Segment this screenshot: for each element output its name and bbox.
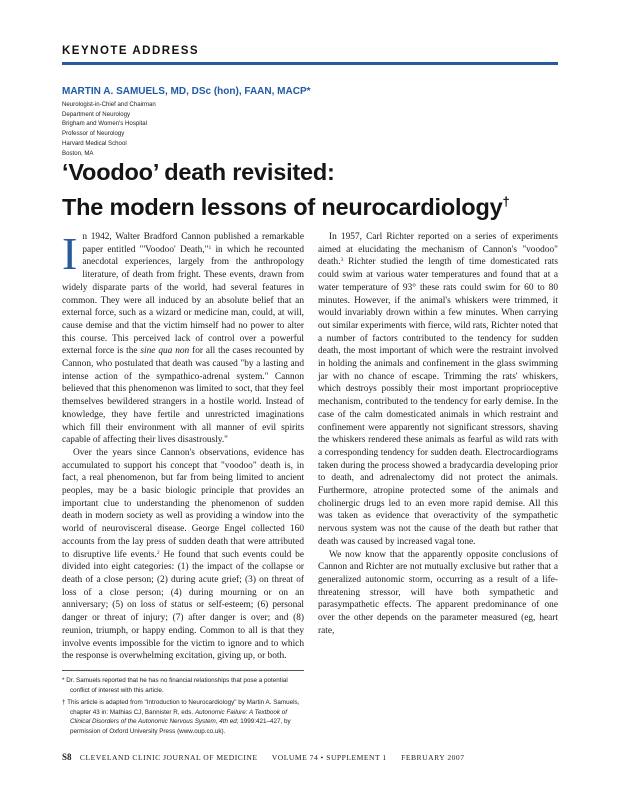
page-footer: [62, 752, 465, 762]
journal-volume: VOLUME 74 • SUPPLEMENT 1: [271, 753, 387, 762]
affiliation-line: Neurologist-in-Chief and Chairman: [62, 101, 156, 108]
title-dagger: †: [502, 194, 510, 209]
body-column-left: [62, 228, 304, 663]
affiliation-line: Harvard Medical School: [62, 139, 127, 147]
footnote-divider: [62, 670, 304, 671]
paragraph-4: We now know that the apparently opposite conclusions of Cannon and Richter are not mutually exclusive but rather that a generalized autonomic storm, occurring as a result of a life-threatening stressor, will have both sympathetic and parasympathetic effects. The apparent predominance of one over the other depends on the parameter measured (eg, heart rate,: [318, 549, 558, 636]
section-divider: [62, 62, 558, 65]
footnote-source: † This article is adapted from "Introduction to Neurocardiology" by Martin A. Samuels, chapter 43 in: Mathias CJ, Bannister R, eds. Autonomic Failure: A Textbook of Clinical Disorders of the Autonomic Nervous System, 4th ed; 1999:421–427, by permission of Oxford University Press (www.oup.co.uk).: [62, 699, 300, 735]
section-label: KEYNOTE ADDRESS: [62, 45, 200, 57]
paragraph-2: Over the years since Cannon's observations, evidence has accumulated to support his concept that "voodoo" death is, in fact, a real phenomenon, but far from being limited to ancient peoples, may be a basic biologic principle that provides an important clue to understanding the phenomenon of sudden death in modern society as well as providing a window into the world of neurovisceral disease. George Engel collected 160 accounts from the lay press of sudden death that were attributed to disruptive life events.$^2$ He found that such events could be divided into eight categories: (1) the impact of the collapse or death of a close person; (2) during acute grief; (3) on threat of loss of a close person; (4) during mourning or on an anniversary; (5) on loss of status or self-esteem; (6) personal danger or threat of injury; (7) after danger is over; and (8) reunion, triumph, or happy ending. Common to all is that they involve events impossible for the victim to ignore and to which the response is overwhelming excitation, giving up, or both.: [62, 447, 304, 662]
reference-mark: 2: [156, 549, 160, 556]
paragraph-3: In 1957, Carl Richter reported on a series of experiments aimed at elucidating the mechanism of Cannon's "voodoo" death.$^3$ Richter studied the length of time domesticated rats could swim at various water temperatures and found that at a water temperature of 93° these rats could swim for 60 to 80 minutes. However, if the animal's whiskers were trimmed, it would invariably drown within a few minutes. When carrying out similar experiments with fierce, wild rats, Richter noted that a number of factors contributed to the tendency for sudden death, the most important of which were the restraint involved in holding the animals and confinement in the glass swimming jar with no chance of escape. Trimming the rats' whiskers, which destroys possibly their most important proprioceptive mechanism, contributed to the tendency for early demise. In the case of the calm domesticated animals in which restraint and confinement were apparently not significant stressors, shaving the whiskers rendered these animals as fearful as wild rats with a corresponding tendency for sudden death. Electrocardiograms taken during the process showed a bradycardia developing prior to death, and adrenalectomy did not protect the animals. Furthermore, atropine protected some of the animals and cholinergic drugs led to an even more rapid demise. All this was taken as evidence that overactivity of the sympathetic nervous system was not the cause of the death but rather that death was caused by increased vagal tone.: [318, 232, 558, 547]
publication-date: FEBRUARY 2007: [401, 753, 465, 762]
body-column-right: [318, 231, 558, 638]
affiliation-line: Brigham and Women's Hospital: [62, 120, 148, 128]
author-affiliation: [62, 100, 156, 158]
article-title: [62, 158, 510, 222]
journal-name: CLEVELAND CLINIC JOURNAL OF MEDICINE: [79, 753, 258, 762]
page-number: S8: [62, 752, 72, 762]
affiliation-line: Boston, MA: [62, 149, 94, 157]
reference-mark: 3: [340, 257, 344, 264]
footnotes: [62, 676, 304, 740]
author-name: MARTIN A. SAMUELS, MD, DSc (hon), FAAN, MACP*: [62, 86, 311, 97]
affiliation-line: Professor of Neurology: [62, 130, 125, 138]
paragraph-1: In 1942, Walter Bradford Cannon published a remarkable paper entitled "'Voodoo' Death,"$^1$ in which he recounted anecdotal experiences, largely from the anthropology literature, of death from fright. These events, drawn from widely disparate parts of the world, had several features in common. They were all induced by an absolute belief that an external force, such as a wizard or medicine man, could, at will, cause demise and that the victim himself had no power to alter this course. This perceived lack of control over a powerful external force is the sine qua non for all the cases recounted by Cannon, who postulated that death was caused "by a lasting and intense action of the sympathico-adrenal system." Cannon believed that this phenomenon was limited to soct, that they feel themselves bewildered strangers in a hostile world. Instead of knowledge, they have fertile and unrestricted imaginations which fill their environment with all manner of evil spirits capable of affecting their lives disastrously.": [62, 228, 304, 446]
affiliation-line: Department of Neurology: [62, 110, 131, 118]
footnote-disclosure: * Dr. Samuels reported that he has no financial relationships that pose a potential conflict of interest with this article.: [62, 677, 288, 694]
title-line-2: The modern lessons of neurocardiology†: [62, 194, 510, 220]
drop-cap: I: [62, 228, 78, 279]
title-line-1: ‘Voodoo’ death revisited:: [62, 159, 335, 185]
reference-mark: 1: [208, 244, 212, 251]
